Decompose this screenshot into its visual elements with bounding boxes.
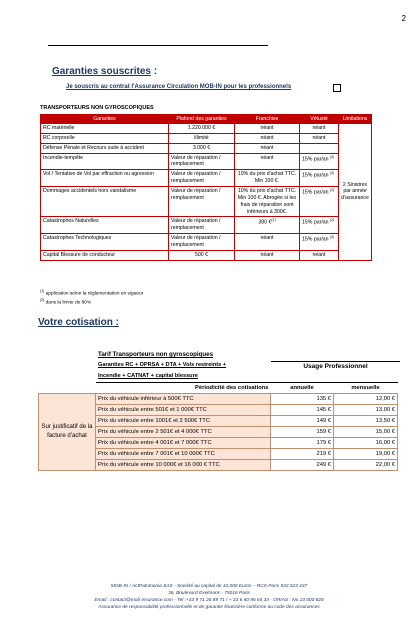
plafond-cell: illimité: [169, 133, 235, 143]
franchise-cell: 10% du prix d'achat TTC. Min 100 €.: [235, 170, 300, 187]
table-row: [41, 217, 372, 234]
plafond-cell: Valeur de réparation / remplacement: [169, 153, 235, 170]
footnote-mark: (2): [330, 171, 335, 176]
footer-company: MOB-IN / ActPatrimonia SAS - Société au capital de 10.000 Euros – RCS Paris 533 523 437: [110, 584, 308, 589]
price-range-cell: Prix du véhicule entre 10 000€ et 16 000 € TTC: [96, 460, 271, 471]
franchise-cell: néant: [235, 143, 300, 153]
franchise-text: 380 €: [258, 220, 272, 227]
justification-label: Sur justificatif de la facture d'achat: [39, 394, 96, 471]
franchise-cell: néant: [235, 133, 300, 143]
table-row: [39, 394, 398, 405]
garanties-line-1: Garanties RC + DPRSA + DTA + Vols restreints +: [98, 362, 227, 368]
vetuste-cell: [300, 143, 339, 153]
garanties-line-2: Incendie + CATNAT + capital blessure: [98, 373, 198, 379]
franchise-cell: néant: [235, 250, 300, 260]
price-range-cell: Prix du véhicule entre 2 501€ et 4 000€ TTC: [96, 427, 271, 438]
guarantees-title-colon: :: [150, 66, 158, 77]
garantie-cell: RC corporelle: [41, 133, 169, 143]
table-row: [41, 250, 372, 260]
price-range-cell: Prix du véhicule entre 7 001€ et 10 000€ TTC: [96, 449, 271, 460]
footer-contact: Email : contact@mob-insurance.com - Tel :+33 9 71 26 89 71 / + 33 6 60 96 64 34 - ORIAS : No 13 000 828: [94, 597, 324, 603]
monthly-price-cell: 13,00 €: [334, 405, 398, 416]
blank-cell: [39, 383, 96, 394]
vetuste-cell: néant: [300, 250, 339, 260]
vetuste-text: 15% par/an: [302, 156, 329, 163]
plafond-cell: Valeur de réparation / remplacement: [169, 170, 235, 187]
footnote-mark: (2): [40, 297, 45, 302]
header-rule: [48, 45, 268, 46]
footnote-mark: (1): [40, 289, 45, 293]
guarantees-title: [52, 66, 157, 77]
price-range-cell: Prix du véhicule entre 1001€ et 2 500€ TTC: [96, 416, 271, 427]
subscribe-checkbox[interactable]: [333, 84, 341, 92]
vetuste-cell: néant: [300, 124, 339, 134]
garantie-cell: Vol / Tentative de Vol par effraction ou agression: [41, 170, 169, 187]
plafond-cell: Valeur de réparation / remplacement: [169, 234, 235, 251]
price-range-cell: Prix du véhicule entre 501€ et 1 000€ TTC: [96, 405, 271, 416]
franchise-cell: néant: [235, 234, 300, 251]
plafond-cell: Valeur de réparation / remplacement: [169, 217, 235, 234]
annual-price-cell: 249 €: [271, 460, 334, 471]
monthly-price-cell: 12,00 €: [334, 394, 398, 405]
usage-header: Usage Professionnel: [271, 361, 400, 370]
vetuste-cell: [300, 153, 339, 170]
plafond-cell: 3.000 €: [169, 143, 235, 153]
vetuste-cell: [300, 170, 339, 187]
franchise-cell: néant: [235, 124, 300, 134]
limitation-cell: 2 Sinistres par année d'assurance: [339, 124, 372, 261]
garantie-cell: Capital Blessure de conducteur: [41, 250, 169, 260]
annual-header: annuelle: [271, 383, 334, 394]
price-range-cell: Prix du véhicule entre 4 001€ et 7 000€ TTC: [96, 438, 271, 449]
footnote: [40, 289, 143, 298]
subscribe-text: Je souscris au contrat l'Assurance Circulation MOB-IN pour les professionnels: [66, 84, 292, 90]
annual-price-cell: 179 €: [271, 438, 334, 449]
vetuste-text: 15% par/an: [302, 236, 329, 243]
table-row: [41, 124, 372, 134]
table-row: [41, 143, 372, 153]
monthly-header: mensuelle: [334, 383, 398, 394]
monthly-price-cell: 22,00 €: [334, 460, 398, 471]
annual-price-cell: 219 €: [271, 449, 334, 460]
plafond-cell: Valeur de réparation / remplacement: [169, 187, 235, 217]
price-range-cell: Prix du véhicule inférieur à 500€ TTC: [96, 394, 271, 405]
section-label: TRANSPORTEURS NON GYROSCOPIQUES: [40, 105, 154, 111]
garantie-cell: Défense Pénale et Recours suite à accident: [41, 143, 169, 153]
col-header: Limitations: [339, 115, 372, 124]
monthly-price-cell: 19,00 €: [334, 449, 398, 460]
page-number: 2: [401, 14, 406, 23]
garantie-cell: Incendie-tempête: [41, 153, 169, 170]
footnote-mark: (2): [330, 188, 335, 193]
franchise-cell: néant: [235, 153, 300, 170]
guarantees-title-text: Garanties souscrites: [52, 66, 151, 77]
vetuste-text: 15% par/an: [302, 189, 329, 196]
guarantees-table: [40, 114, 372, 261]
garantie-cell: Catastrophes Naturelles: [41, 217, 169, 234]
franchise-cell: [235, 217, 300, 234]
col-header: Franchise: [235, 115, 300, 124]
guarantees-header-row: [41, 115, 372, 124]
vetuste-text: 15% par/an: [302, 220, 329, 227]
footnote: [40, 298, 143, 307]
monthly-price-cell: 15,00 €: [334, 427, 398, 438]
annual-price-cell: 145 €: [271, 405, 334, 416]
vetuste-text: 15% par/an: [302, 173, 329, 180]
table-row: [41, 133, 372, 143]
vetuste-cell: [300, 217, 339, 234]
monthly-price-cell: 13,50 €: [334, 416, 398, 427]
garantie-cell: Dommages accidentels hors vandalisme: [41, 187, 169, 217]
footnote-text: dans la limite de 80%: [45, 300, 92, 306]
vetuste-cell: néant: [300, 133, 339, 143]
vetuste-cell: [300, 187, 339, 217]
table-row: [41, 153, 372, 170]
tarif-title: Tarif Transporteurs non gyroscopiques: [98, 351, 214, 358]
annual-price-cell: 159 €: [271, 427, 334, 438]
plafond-cell: 500 €: [169, 250, 235, 260]
footnote-mark: (1): [271, 218, 276, 223]
table-row: [41, 187, 372, 217]
col-header: Garanties: [41, 115, 169, 124]
vetuste-cell: [300, 234, 339, 251]
monthly-price-cell: 16,00 €: [334, 438, 398, 449]
table-row: [41, 234, 372, 251]
footnote-text: application selon la réglementation en vigueur: [45, 291, 144, 297]
footnotes: [40, 289, 143, 307]
footer-address: 36, Boulevard Exelmans - 75016 Paris: [168, 590, 250, 596]
tariff-table: [38, 382, 398, 471]
plafond-cell: 1.220.000 €: [169, 124, 235, 134]
franchise-cell: 10% du prix d'achat TTC. Min 100 €. Abrogée si les frais de réparation sont inférieurs à 300€.: [235, 187, 300, 217]
garantie-cell: RC matérielle: [41, 124, 169, 134]
tariff-header-row: [39, 383, 398, 394]
annual-price-cell: 149 €: [271, 416, 334, 427]
footer: [0, 584, 418, 612]
cotisation-title: Votre cotisation :: [38, 317, 119, 328]
periodicity-header: Périodicité des cotisations: [96, 383, 271, 394]
col-header: Vétusté: [300, 115, 339, 124]
table-row: [41, 170, 372, 187]
col-header: Plafond des garanties: [169, 115, 235, 124]
footer-legal: Assurance de responsabilité professionnelle et de garantie financière conforme au code des assurances: [98, 604, 320, 610]
footnote-mark: (2): [330, 154, 335, 159]
garantie-cell: Catastrophes Technologiques: [41, 234, 169, 251]
footnote-mark: (2): [330, 235, 335, 240]
footnote-mark: (2): [330, 218, 335, 223]
annual-price-cell: 135 €: [271, 394, 334, 405]
